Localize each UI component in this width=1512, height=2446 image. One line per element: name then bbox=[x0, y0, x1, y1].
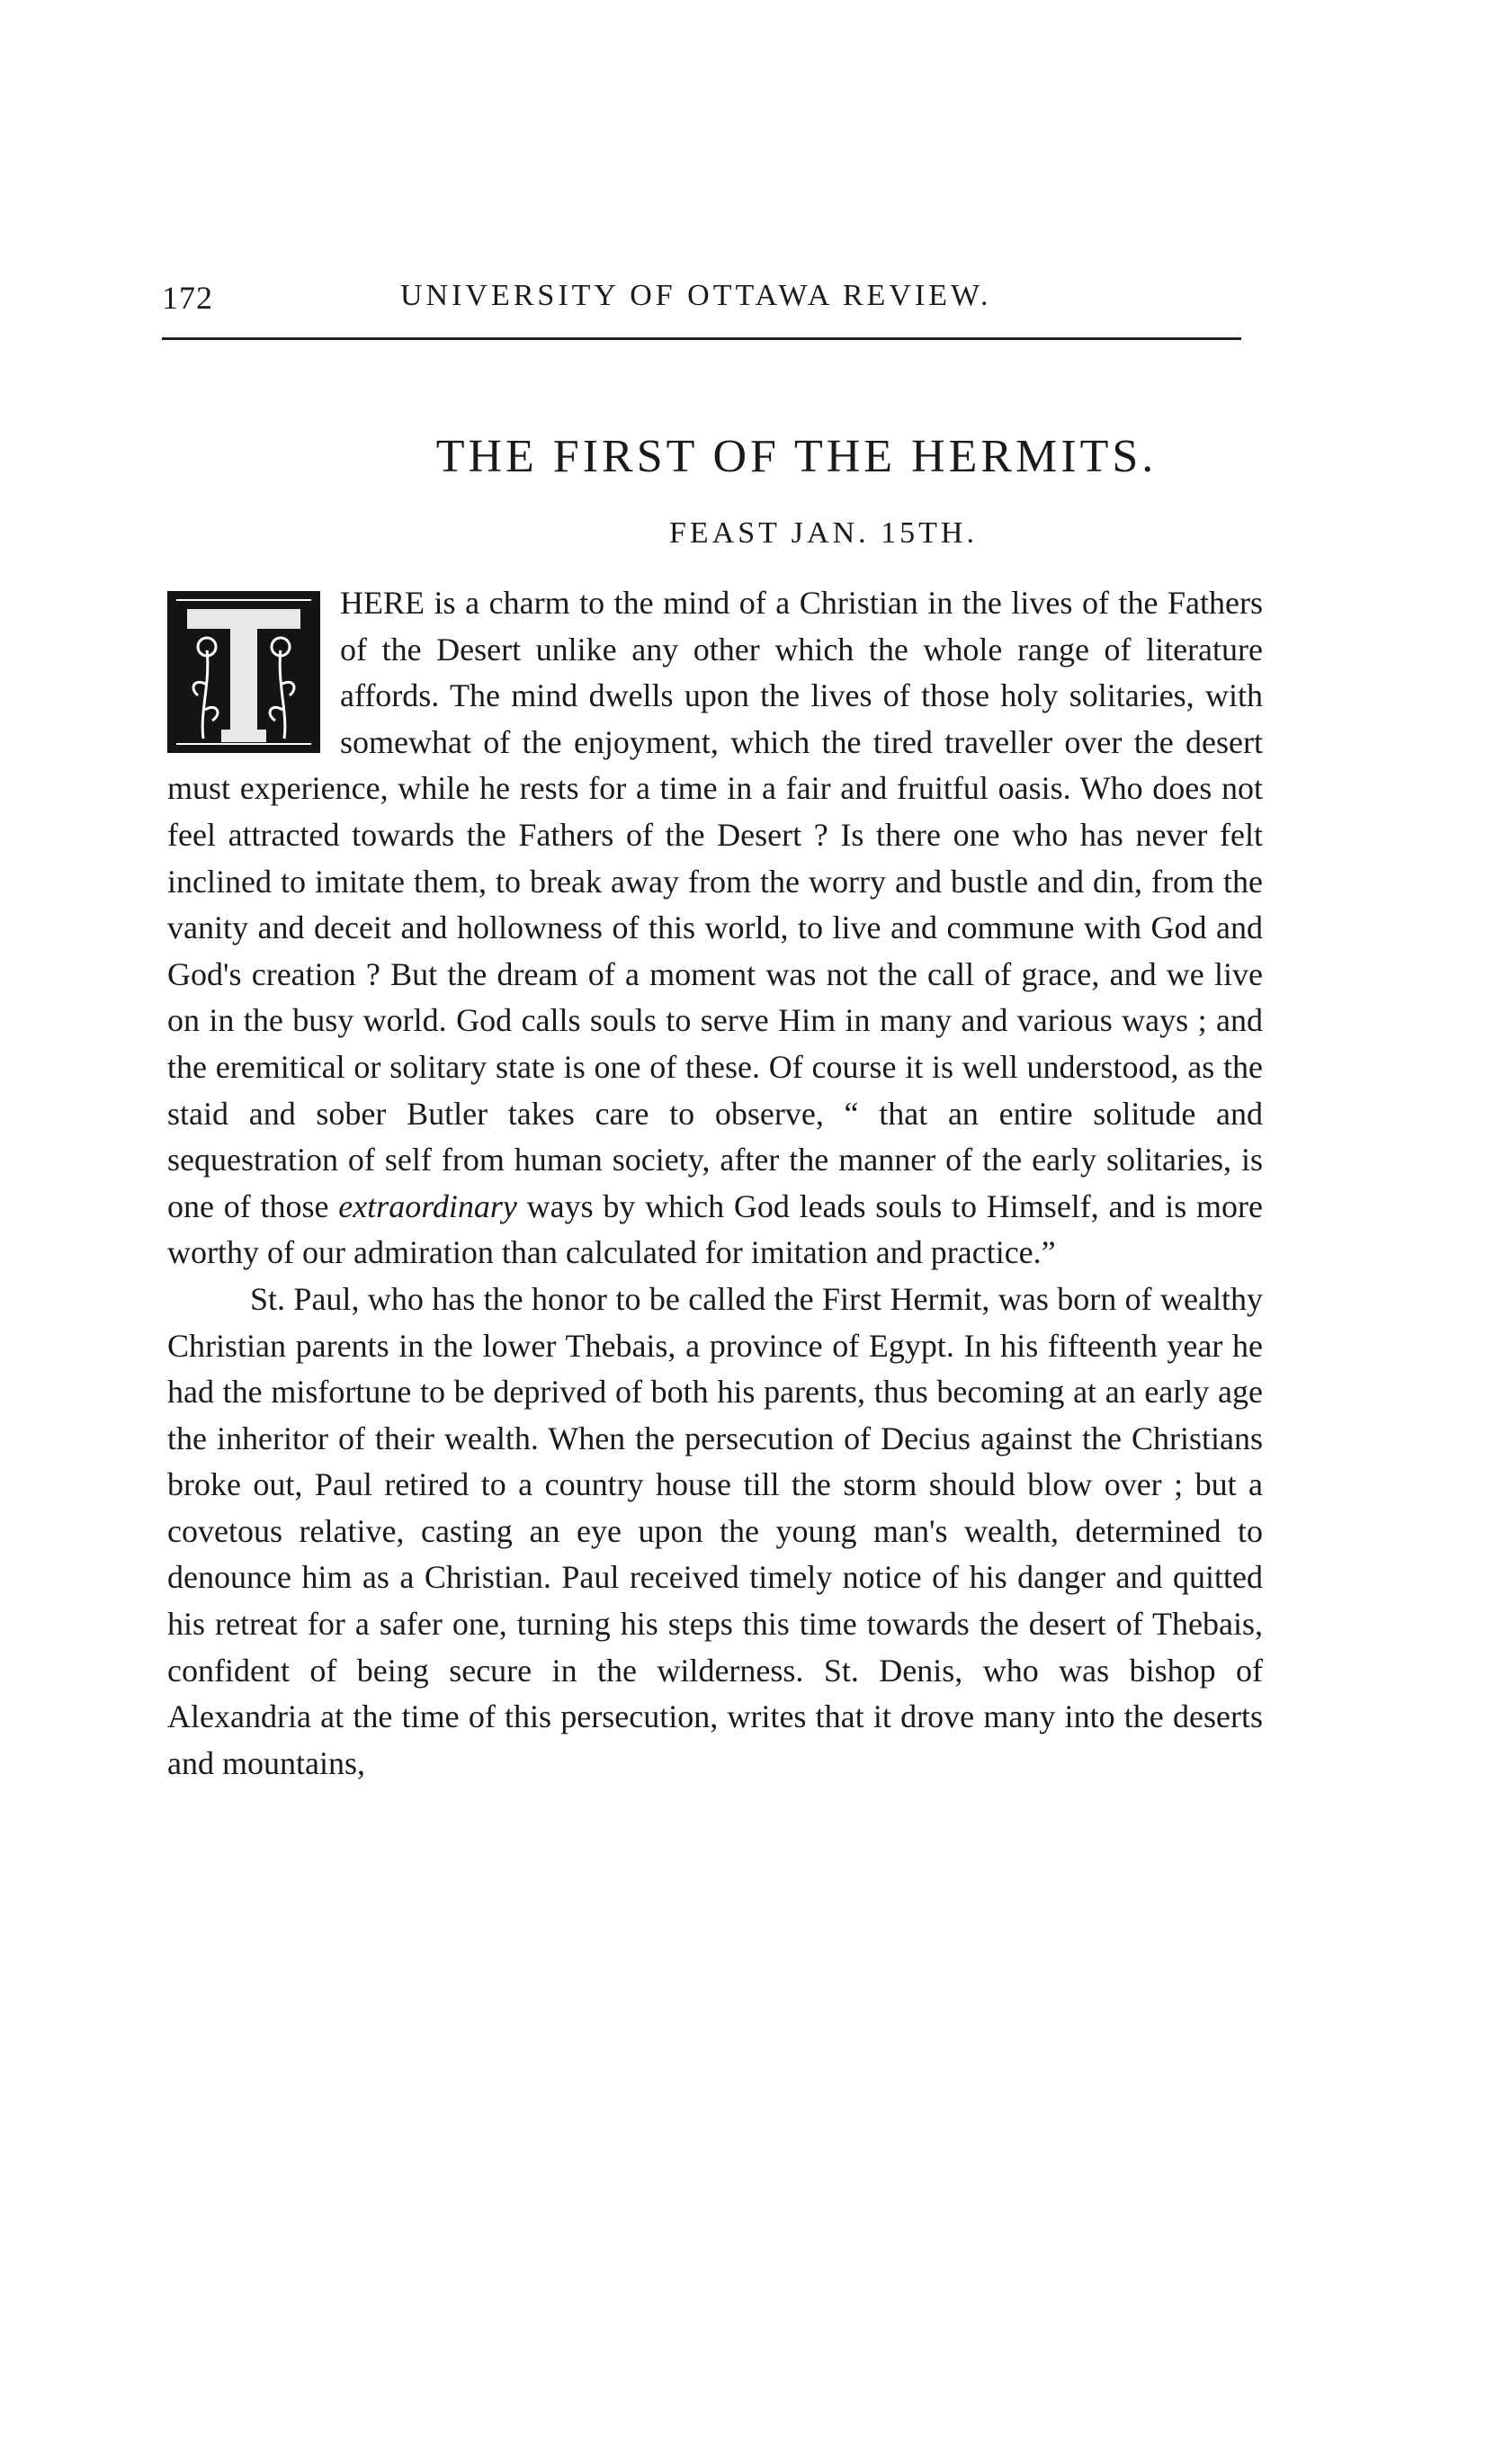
floral-drop-cap-T-icon bbox=[171, 595, 317, 749]
article-body bbox=[167, 580, 1263, 1787]
article-subtitle: FEAST JAN. 15TH. bbox=[669, 516, 978, 550]
journal-title: UNIVERSITY OF OTTAWA REVIEW. bbox=[400, 279, 992, 312]
paragraph-1-tail: ways by which God leads souls to Himself, and is more worthy of our admiration than calculated for imitation and practice.” bbox=[167, 1187, 1263, 1271]
paragraph-2: St. Paul, who has the honor to be called the First Hermit, was born of wealthy Christian parents in the lower Thebais, a province of Egypt. In his fifteenth year he had the misfortune to be deprived of both his parents, thus becoming at an early age the inheritor of their wealth. When the persecution of Decius against the Christians broke out, Paul retired to a country house till the storm should blow over ; but a covetous relative, casting an eye upon the young man's wealth, determined to denounce him as a Christian. Paul received timely notice of his danger and quitted his retreat for a safer one, turning his steps this time towards the desert of Thebais, confident of being secure in the wilderness. St. Denis, who was bishop of Alexandria at the time of this persecution, writes that it drove many into the deserts and mountains, bbox=[167, 1280, 1263, 1781]
article-title: THE FIRST OF THE HERMITS. bbox=[435, 431, 1158, 482]
page-number: 172 bbox=[162, 280, 213, 316]
running-head bbox=[162, 279, 1241, 333]
paragraph-1-emphasis: extraordinary bbox=[338, 1187, 517, 1224]
header-rule bbox=[162, 337, 1241, 340]
drop-cap-ornament-icon bbox=[167, 591, 320, 753]
paragraph-1-lead: HERE is a charm to the mind of a Christian in the lives of the Fathers of the Desert unlike any other which the whole range of literature affords. The mind dwells upon the lives of those holy solitaries, with somewhat of the enjoyment, which the tired traveller over the desert must experience, while he rests for a time in a fair and fruitful oasis. Who does not feel attracted towards the Fathers of the Desert ? Is there one who has never felt inclined to imitate them, to break away from the worry and bustle and din, from the vanity and deceit and hollowness of this world, to live and commune with God and God's creation ? But the dream of a moment was not the call of grace, and we live on in the busy world. God calls souls to serve Him in many and various ways ; and the eremitical or solitary state is one of these. Of course it is well understood, as the staid and sober Butler takes care to observe, “ that an entire solitude and sequestration of self from human society, after the manner of the early solitaries, is one of those bbox=[167, 585, 1263, 1224]
paragraph-1 bbox=[167, 580, 1263, 1277]
